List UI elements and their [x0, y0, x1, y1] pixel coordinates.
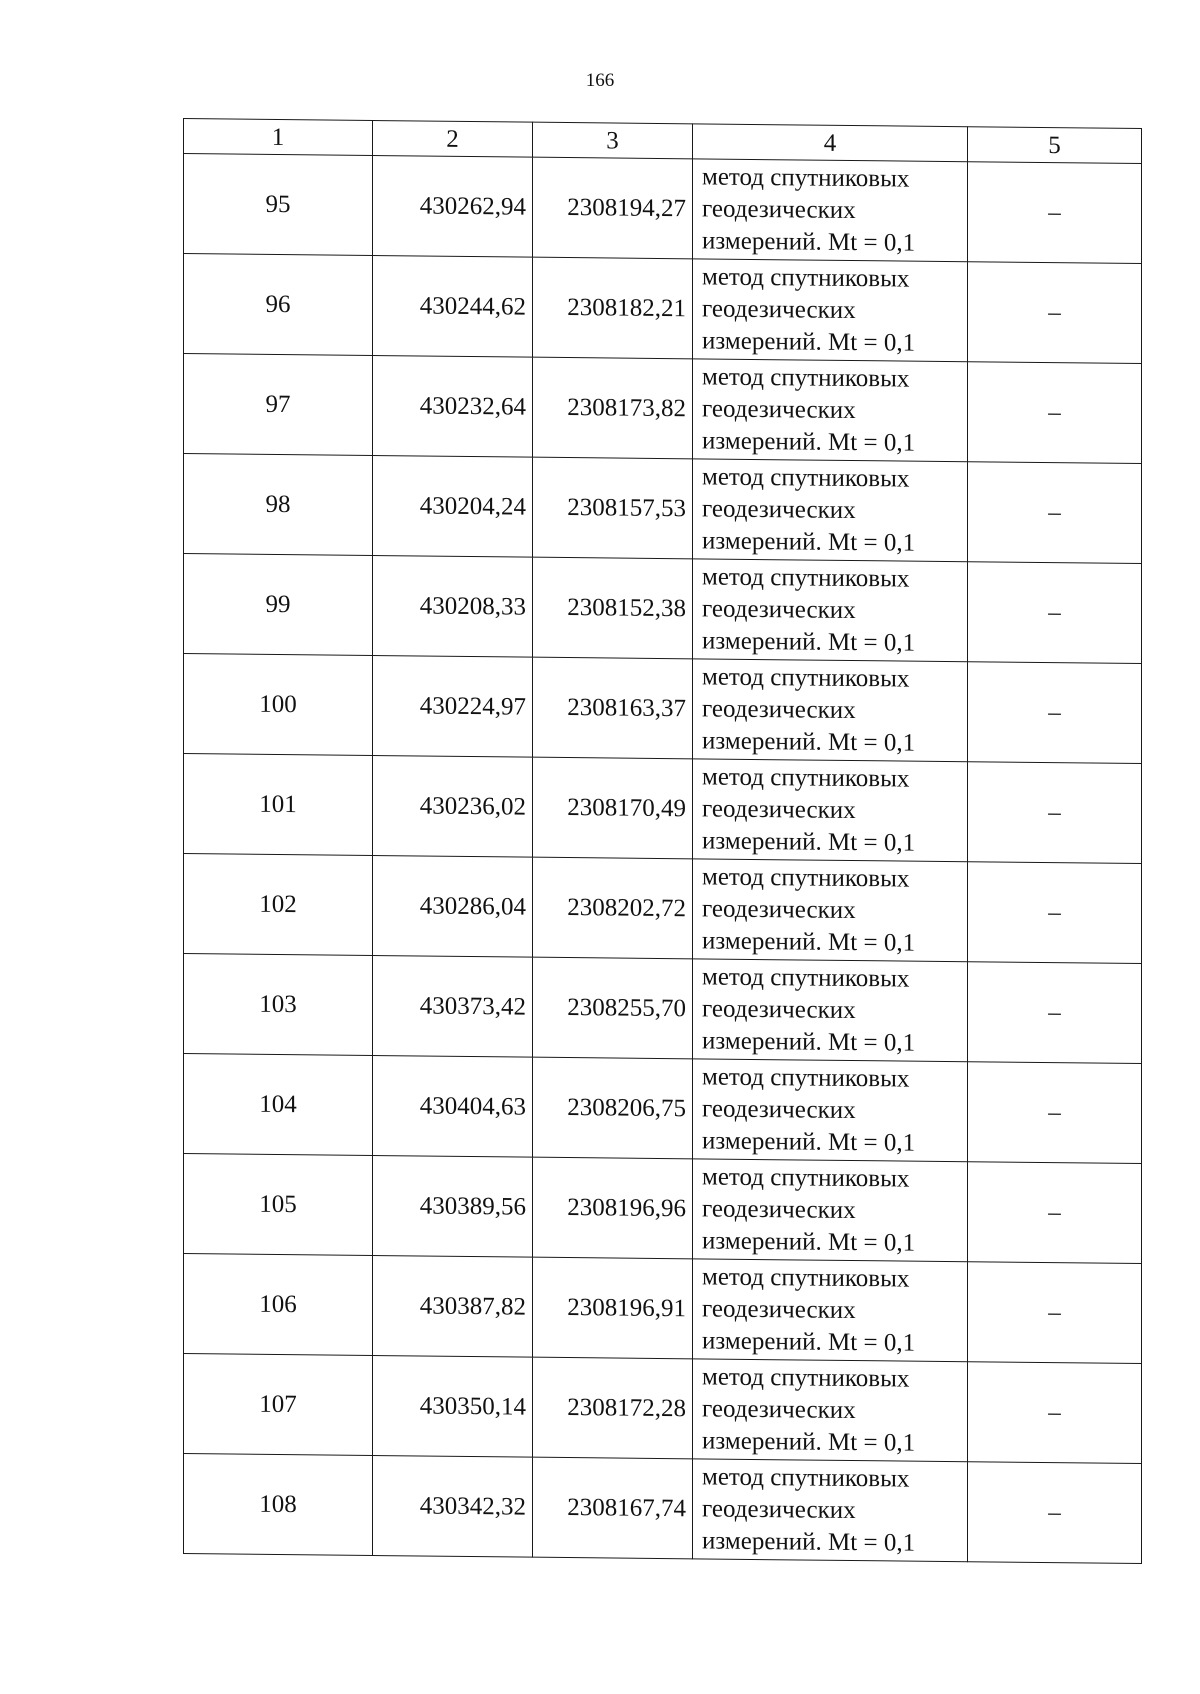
- note-cell: –: [968, 362, 1142, 464]
- column-header: 4: [693, 124, 968, 162]
- method-line: измерений. Mt = 0,1: [702, 726, 916, 757]
- method-line: геодезических: [702, 1094, 856, 1124]
- method-cell: [693, 1259, 968, 1362]
- point-number-cell: 96: [184, 254, 373, 356]
- table-row: [184, 254, 1142, 364]
- method-line: метод спутниковых: [702, 162, 910, 193]
- method-line: метод спутниковых: [702, 562, 910, 593]
- method-cell: [693, 1459, 968, 1562]
- y-coordinate-cell: 2308196,91: [533, 1257, 693, 1359]
- point-number-cell: 99: [184, 554, 373, 656]
- x-coordinate-cell: 430342,32: [373, 1455, 533, 1557]
- method-line: метод спутниковых: [702, 1462, 910, 1493]
- method-cell: [693, 859, 968, 962]
- method-cell: [693, 1059, 968, 1162]
- method-line: измерений. Mt = 0,1: [702, 826, 916, 857]
- column-header: 5: [968, 127, 1142, 164]
- note-cell: –: [968, 162, 1142, 264]
- point-number-cell: 105: [184, 1154, 373, 1256]
- note-cell: –: [968, 1462, 1142, 1564]
- y-coordinate-cell: 2308202,72: [533, 857, 693, 959]
- column-header: 3: [533, 122, 693, 159]
- method-line: измерений. Mt = 0,1: [702, 926, 916, 957]
- y-coordinate-cell: 2308182,21: [533, 257, 693, 359]
- method-line: метод спутниковых: [702, 762, 910, 793]
- method-line: геодезических: [702, 294, 856, 324]
- table-row: [184, 654, 1142, 764]
- y-coordinate-cell: 2308173,82: [533, 357, 693, 459]
- table-row: [184, 554, 1142, 664]
- method-line: геодезических: [702, 194, 856, 224]
- table-row: [184, 954, 1142, 1064]
- point-number-cell: 103: [184, 954, 373, 1056]
- method-line: метод спутниковых: [702, 662, 910, 693]
- method-cell: [693, 359, 968, 462]
- y-coordinate-cell: 2308170,49: [533, 757, 693, 859]
- page-number: 166: [585, 70, 615, 91]
- method-line: измерений. Mt = 0,1: [702, 1426, 916, 1457]
- x-coordinate-cell: 430262,94: [373, 155, 533, 257]
- table-row: [184, 154, 1142, 264]
- method-line: измерений. Mt = 0,1: [702, 1026, 916, 1057]
- column-header: 1: [184, 119, 373, 156]
- x-coordinate-cell: 430350,14: [373, 1355, 533, 1457]
- method-line: метод спутниковых: [702, 1062, 910, 1093]
- method-line: метод спутниковых: [702, 1362, 910, 1393]
- method-cell: [693, 759, 968, 862]
- method-line: геодезических: [702, 1394, 856, 1424]
- x-coordinate-cell: 430404,63: [373, 1055, 533, 1157]
- method-cell: [693, 159, 968, 262]
- y-coordinate-cell: 2308255,70: [533, 957, 693, 1059]
- y-coordinate-cell: 2308157,53: [533, 457, 693, 559]
- x-coordinate-cell: 430387,82: [373, 1255, 533, 1357]
- point-number-cell: 106: [184, 1254, 373, 1356]
- note-cell: –: [968, 1062, 1142, 1164]
- x-coordinate-cell: 430232,64: [373, 355, 533, 457]
- y-coordinate-cell: 2308194,27: [533, 157, 693, 259]
- method-line: геодезических: [702, 994, 856, 1024]
- note-cell: –: [968, 1162, 1142, 1264]
- table-row: [184, 1254, 1142, 1364]
- table-row: [184, 454, 1142, 564]
- method-line: метод спутниковых: [702, 462, 910, 493]
- method-line: метод спутниковых: [702, 1162, 910, 1193]
- point-number-cell: 104: [184, 1054, 373, 1156]
- method-line: измерений. Mt = 0,1: [702, 1226, 916, 1257]
- method-line: геодезических: [702, 794, 856, 824]
- note-cell: –: [968, 262, 1142, 364]
- method-cell: [693, 1359, 968, 1462]
- method-line: измерений. Mt = 0,1: [702, 426, 916, 457]
- method-line: метод спутниковых: [702, 962, 910, 993]
- column-header: 2: [373, 120, 533, 157]
- x-coordinate-cell: 430389,56: [373, 1155, 533, 1257]
- x-coordinate-cell: 430244,62: [373, 255, 533, 357]
- method-line: геодезических: [702, 594, 856, 624]
- y-coordinate-cell: 2308172,28: [533, 1357, 693, 1459]
- x-coordinate-cell: 430286,04: [373, 855, 533, 957]
- point-number-cell: 101: [184, 754, 373, 856]
- table-row: [184, 1054, 1142, 1164]
- coordinates-table: [183, 118, 1142, 1564]
- method-cell: [693, 459, 968, 562]
- point-number-cell: 97: [184, 354, 373, 456]
- point-number-cell: 102: [184, 854, 373, 956]
- point-number-cell: 95: [184, 154, 373, 256]
- method-line: геодезических: [702, 494, 856, 524]
- note-cell: –: [968, 1362, 1142, 1464]
- x-coordinate-cell: 430236,02: [373, 755, 533, 857]
- method-line: геодезических: [702, 1494, 856, 1524]
- x-coordinate-cell: 430204,24: [373, 455, 533, 557]
- method-line: измерений. Mt = 0,1: [702, 1126, 916, 1157]
- y-coordinate-cell: 2308206,75: [533, 1057, 693, 1159]
- note-cell: –: [968, 862, 1142, 964]
- point-number-cell: 108: [184, 1454, 373, 1556]
- method-line: метод спутниковых: [702, 1262, 910, 1293]
- method-line: геодезических: [702, 1294, 856, 1324]
- method-cell: [693, 1159, 968, 1262]
- x-coordinate-cell: 430373,42: [373, 955, 533, 1057]
- x-coordinate-cell: 430208,33: [373, 555, 533, 657]
- method-line: измерений. Mt = 0,1: [702, 226, 916, 257]
- method-cell: [693, 259, 968, 362]
- table-row: [184, 1154, 1142, 1264]
- y-coordinate-cell: 2308152,38: [533, 557, 693, 659]
- method-line: измерений. Mt = 0,1: [702, 1326, 916, 1357]
- method-line: измерений. Mt = 0,1: [702, 326, 916, 357]
- table-row: [184, 354, 1142, 464]
- table-body: [184, 154, 1142, 1564]
- x-coordinate-cell: 430224,97: [373, 655, 533, 757]
- note-cell: –: [968, 662, 1142, 764]
- method-line: метод спутниковых: [702, 262, 910, 293]
- point-number-cell: 107: [184, 1354, 373, 1456]
- method-line: метод спутниковых: [702, 862, 910, 893]
- note-cell: –: [968, 562, 1142, 664]
- method-line: геодезических: [702, 1194, 856, 1224]
- method-line: геодезических: [702, 394, 856, 424]
- point-number-cell: 100: [184, 654, 373, 756]
- method-line: измерений. Mt = 0,1: [702, 526, 916, 557]
- note-cell: –: [968, 1262, 1142, 1364]
- method-line: метод спутниковых: [702, 362, 910, 393]
- note-cell: –: [968, 462, 1142, 564]
- method-line: геодезических: [702, 894, 856, 924]
- table-row: [184, 1454, 1142, 1564]
- method-line: геодезических: [702, 694, 856, 724]
- table-row: [184, 1354, 1142, 1464]
- note-cell: –: [968, 762, 1142, 864]
- table-row: [184, 754, 1142, 864]
- y-coordinate-cell: 2308167,74: [533, 1457, 693, 1559]
- method-cell: [693, 559, 968, 662]
- note-cell: –: [968, 962, 1142, 1064]
- method-cell: [693, 659, 968, 762]
- table-row: [184, 854, 1142, 964]
- method-line: измерений. Mt = 0,1: [702, 626, 916, 657]
- method-cell: [693, 959, 968, 1062]
- point-number-cell: 98: [184, 454, 373, 556]
- y-coordinate-cell: 2308163,37: [533, 657, 693, 759]
- method-line: измерений. Mt = 0,1: [702, 1526, 916, 1557]
- y-coordinate-cell: 2308196,96: [533, 1157, 693, 1259]
